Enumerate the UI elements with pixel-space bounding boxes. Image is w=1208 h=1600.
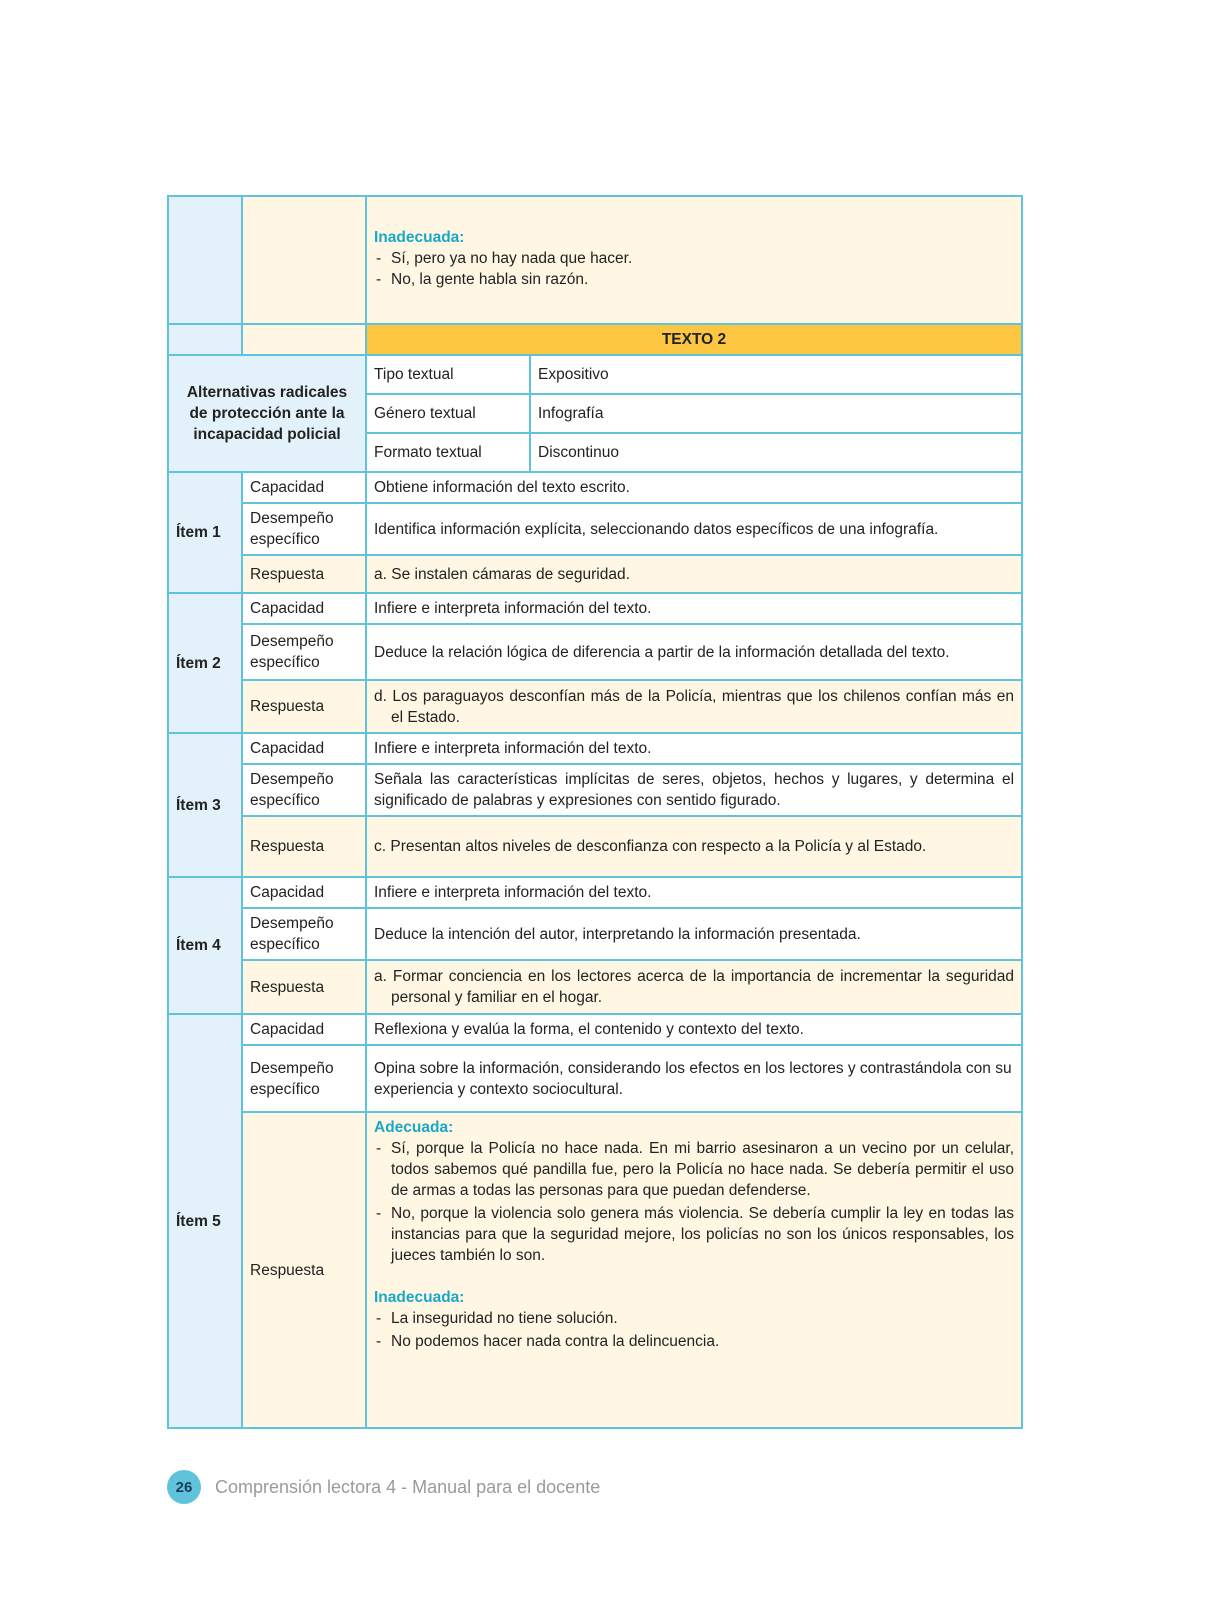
- item-5-desempeno: Opina sobre la información, considerando los efectos en los lectores y contrastándola con su experiencia y contexto sociocultural.: [366, 1045, 1022, 1112]
- item-3-desempeno: Señala las características implícitas de seres, objetos, hechos y lugares, y determina el significado de palabras y expresiones con sentido figurado.: [366, 764, 1022, 816]
- tipo-textual-label: Tipo textual: [366, 355, 530, 394]
- item-4-label: Ítem 4: [168, 877, 242, 1014]
- capacidad-label: Capacidad: [242, 733, 366, 764]
- capacidad-label: Capacidad: [242, 877, 366, 908]
- formato-textual-value: Discontinuo: [530, 433, 1022, 472]
- item-4-respuesta-cell: [366, 960, 1022, 1014]
- list-item: - La inseguridad no tiene solución.: [374, 1308, 1014, 1329]
- texto-2-header: TEXTO 2: [366, 324, 1022, 355]
- page-footer: [167, 1470, 600, 1504]
- item-2-respuesta-cell: [366, 680, 1022, 733]
- item-1-desempeno: Identifica información explícita, seleccionando datos específicos de una infografía.: [366, 503, 1022, 555]
- respuesta-label: Respuesta: [242, 960, 366, 1014]
- answer-key-table: [167, 195, 1023, 1429]
- item-5-label: Ítem 5: [168, 1014, 242, 1428]
- continuation-label-cell: [242, 196, 366, 324]
- item-5-respuesta: [366, 1112, 1022, 1428]
- inadecuada-heading: Inadecuada:: [374, 1289, 465, 1306]
- respuesta-label: Respuesta: [242, 555, 366, 593]
- genero-textual-label: Género textual: [366, 394, 530, 433]
- list-item: - Sí, porque la Policía no hace nada. En mi barrio asesinaron a un vecino por un celular, todos sabemos qué pandilla fue, pero la Policía no hace nada. Se debería permitir el uso de armas a todas las personas para que puedan defenderse.: [374, 1138, 1014, 1201]
- item-3-respuesta: c. Presentan altos niveles de desconfianza con respecto a la Policía y al Estado.: [366, 816, 1022, 877]
- list-item: - No podemos hacer nada contra la delincuencia.: [374, 1331, 1014, 1352]
- item-4-capacidad: Infiere e interpreta información del texto.: [366, 877, 1022, 908]
- text-title: Alternativas radicales de protección ante la incapacidad policial: [168, 355, 366, 472]
- item-1-label: Ítem 1: [168, 472, 242, 593]
- desempeno-label: Desempeño específico: [242, 1045, 366, 1112]
- item-2-desempeno: Deduce la relación lógica de diferencia a partir de la información detallada del texto.: [366, 624, 1022, 680]
- page-number: 26: [167, 1470, 201, 1504]
- spacer: [374, 1266, 1014, 1287]
- footer-text: Comprensión lectora 4 - Manual para el docente: [215, 1476, 601, 1497]
- item-3-capacidad: Infiere e interpreta información del texto.: [366, 733, 1022, 764]
- item-1-capacidad: Obtiene información del texto escrito.: [366, 472, 1022, 503]
- item-1-respuesta: a. Se instalen cámaras de seguridad.: [366, 555, 1022, 593]
- desempeno-label: Desempeño específico: [242, 624, 366, 680]
- continuation-answer: [366, 196, 1022, 324]
- item-4-desempeno: Deduce la intención del autor, interpretando la información presentada.: [366, 908, 1022, 960]
- respuesta-label: Respuesta: [242, 680, 366, 733]
- item-2-respuesta: d. Los paraguayos desconfían más de la Policía, mientras que los chilenos confían más en el Estado.: [374, 687, 1015, 726]
- header-left-cell-2: [242, 324, 366, 355]
- header-left-cell: [168, 324, 242, 355]
- capacidad-label: Capacidad: [242, 472, 366, 503]
- inadecuada-heading: Inadecuada:: [374, 229, 465, 246]
- capacidad-label: Capacidad: [242, 593, 366, 624]
- list-item: - Sí, pero ya no hay nada que hacer.: [374, 248, 1014, 269]
- continuation-item-cell: [168, 196, 242, 324]
- desempeno-label: Desempeño específico: [242, 908, 366, 960]
- respuesta-label: Respuesta: [242, 816, 366, 877]
- respuesta-label: Respuesta: [242, 1112, 366, 1428]
- tipo-textual-value: Expositivo: [530, 355, 1022, 394]
- desempeno-label: Desempeño específico: [242, 503, 366, 555]
- item-5-capacidad: Reflexiona y evalúa la forma, el contenido y contexto del texto.: [366, 1014, 1022, 1045]
- item-4-respuesta: a. Formar conciencia en los lectores acerca de la importancia de incrementar la seguridad personal y familiar en el hogar.: [374, 968, 1015, 1006]
- continuation-row: [168, 196, 1022, 324]
- capacidad-label: Capacidad: [242, 1014, 366, 1045]
- item-2-label: Ítem 2: [168, 593, 242, 733]
- formato-textual-label: Formato textual: [366, 433, 530, 472]
- list-item: - No, porque la violencia solo genera más violencia. Se debería cumplir la ley en todas las instancias para que la seguridad mejore, los policías no son los únicos responsables, los jueces también lo son.: [374, 1203, 1014, 1266]
- adecuada-heading: Adecuada:: [374, 1119, 454, 1136]
- item-3-label: Ítem 3: [168, 733, 242, 877]
- item-2-capacidad: Infiere e interpreta información del texto.: [366, 593, 1022, 624]
- list-item: - No, la gente habla sin razón.: [374, 269, 1014, 290]
- genero-textual-value: Infografía: [530, 394, 1022, 433]
- desempeno-label: Desempeño específico: [242, 764, 366, 816]
